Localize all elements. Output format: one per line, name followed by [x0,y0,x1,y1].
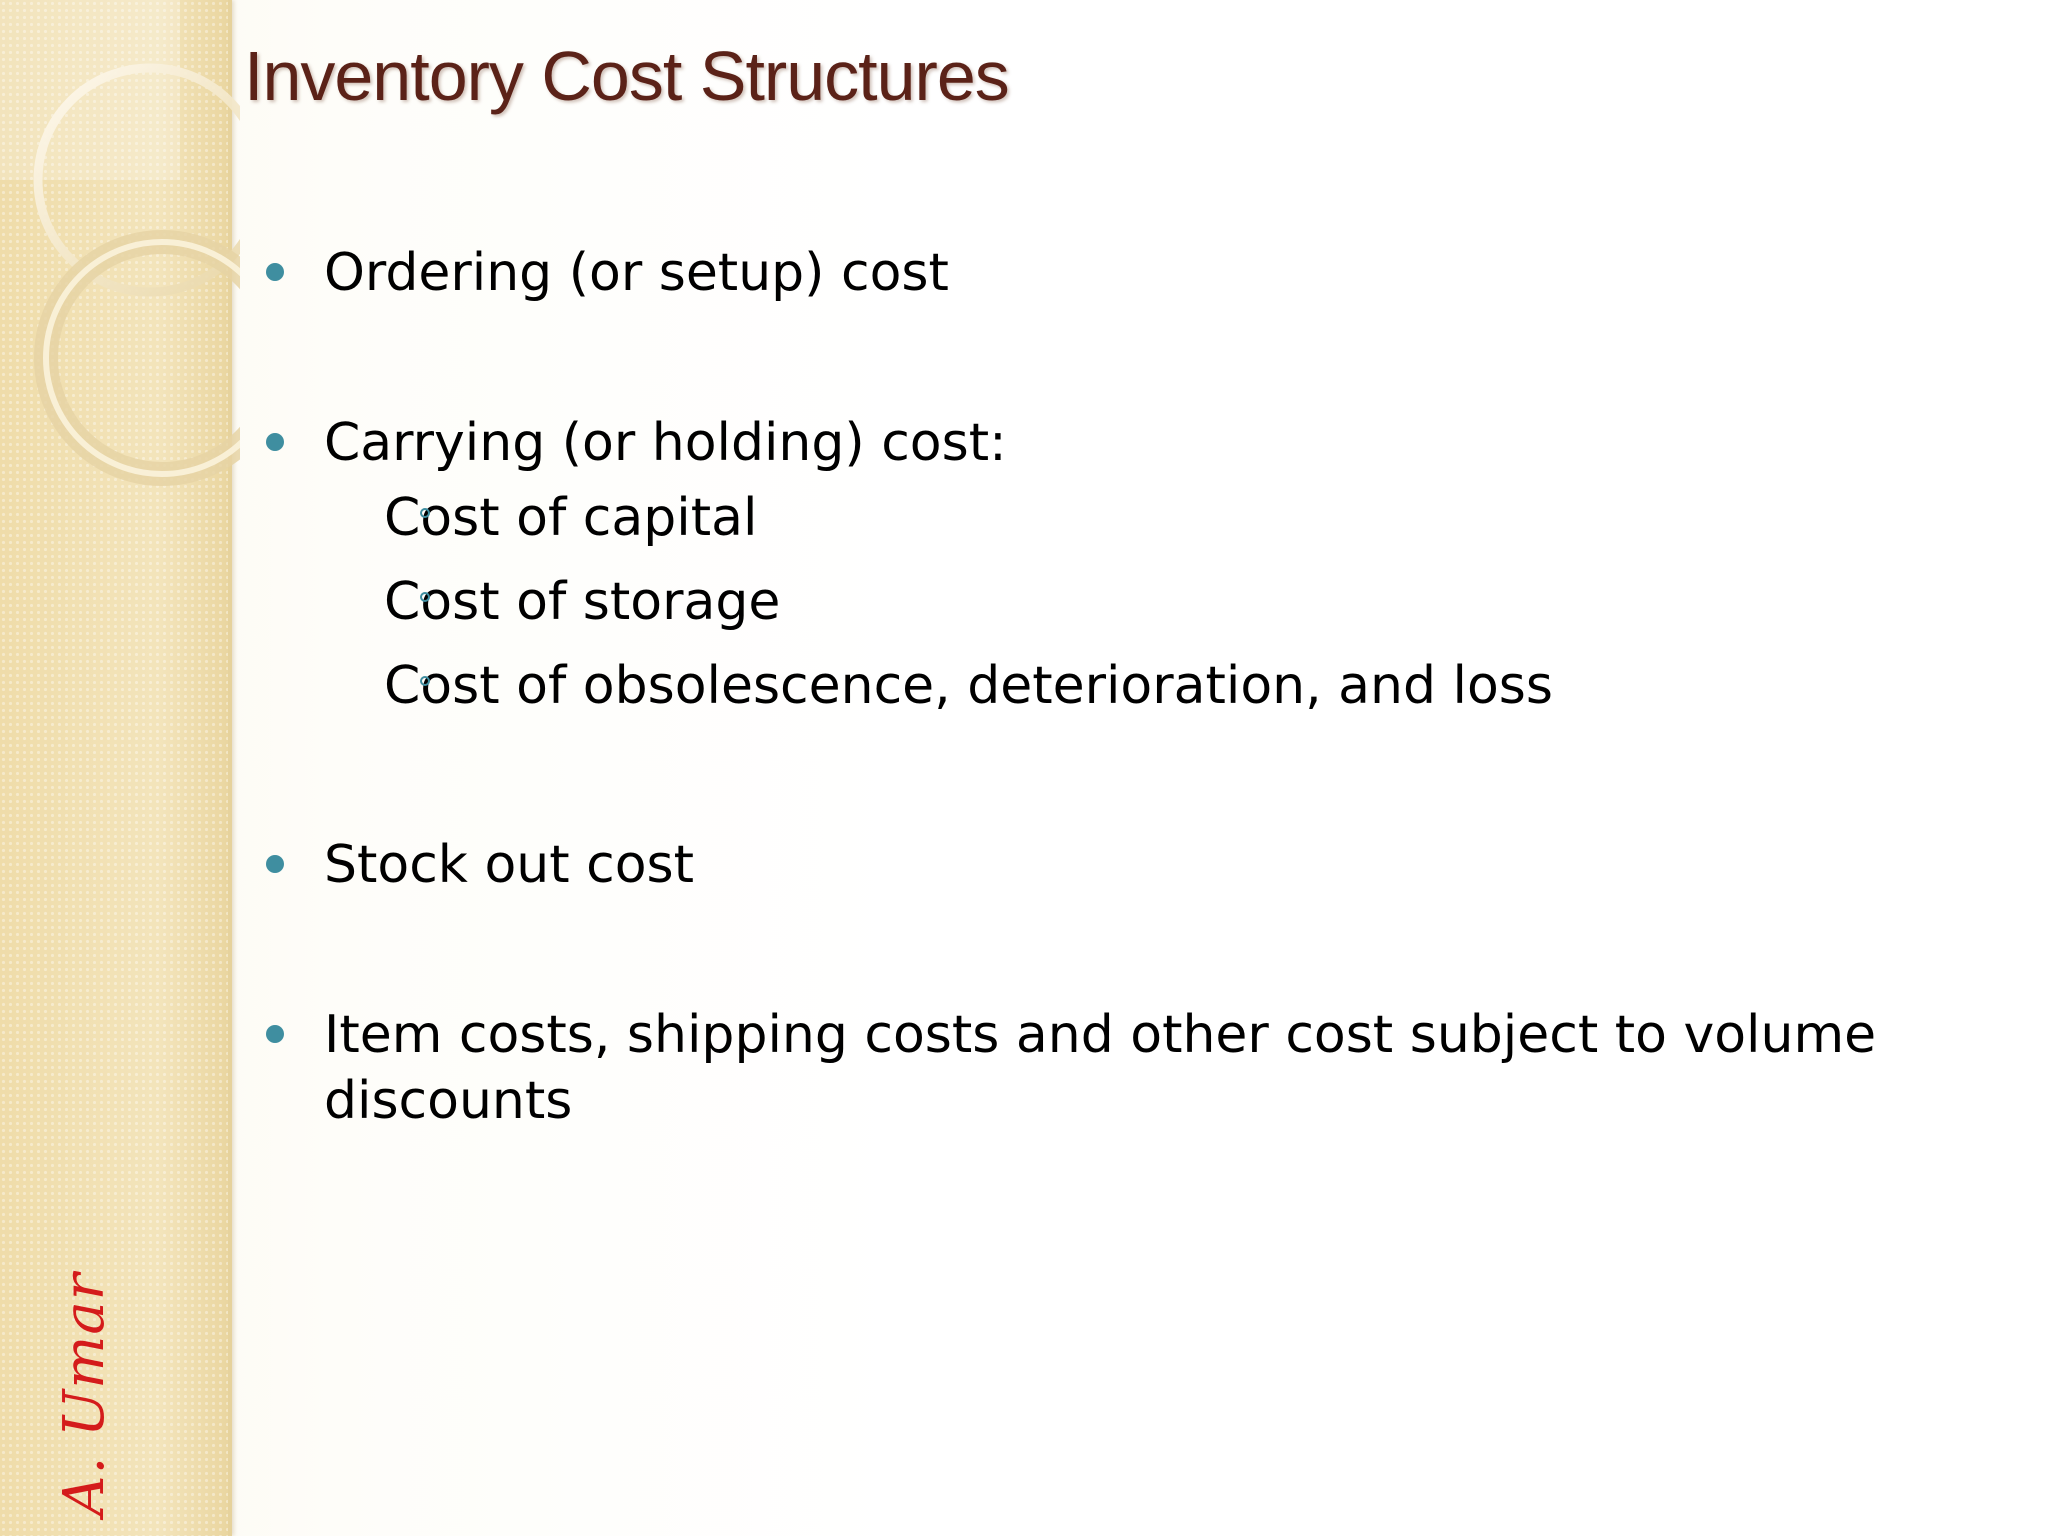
decorative-rings-graphic [0,0,240,500]
bullet-item-item-costs [262,1002,1982,1134]
bullet-item-stock-out-cost [262,832,1982,898]
sub-bullet-list [324,476,1982,728]
bullet-text: Item costs, shipping costs and other cost subject to volume discounts [324,1005,1877,1131]
bullet-text: Carrying (or holding) cost: [324,413,1007,473]
bullet-text: Stock out cost [324,835,695,895]
slide-title: Inventory Cost Structures [244,37,1009,115]
author-signature: A. Umar [52,1272,117,1516]
bullet-item-ordering-cost [262,240,1982,306]
sub-bullet-text: Cost of obsolescence, deterioration, and loss [384,656,1553,716]
bullet-item-carrying-cost [262,410,1982,728]
sub-bullet-text: Cost of capital [384,488,758,548]
sub-bullet-item-capital [324,476,1982,560]
bullet-icon [266,263,284,281]
sub-bullet-icon [420,592,430,602]
sub-bullet-icon [420,676,430,686]
bullet-icon [266,855,284,873]
bullet-icon [266,433,284,451]
bullet-text: Ordering (or setup) cost [324,243,949,303]
sub-bullet-text: Cost of storage [384,572,781,632]
sub-bullet-item-obsolescence [324,644,1982,728]
sub-bullet-item-storage [324,560,1982,644]
bullet-icon [266,1025,284,1043]
sub-bullet-icon [420,508,430,518]
bullet-list [262,240,1982,1134]
